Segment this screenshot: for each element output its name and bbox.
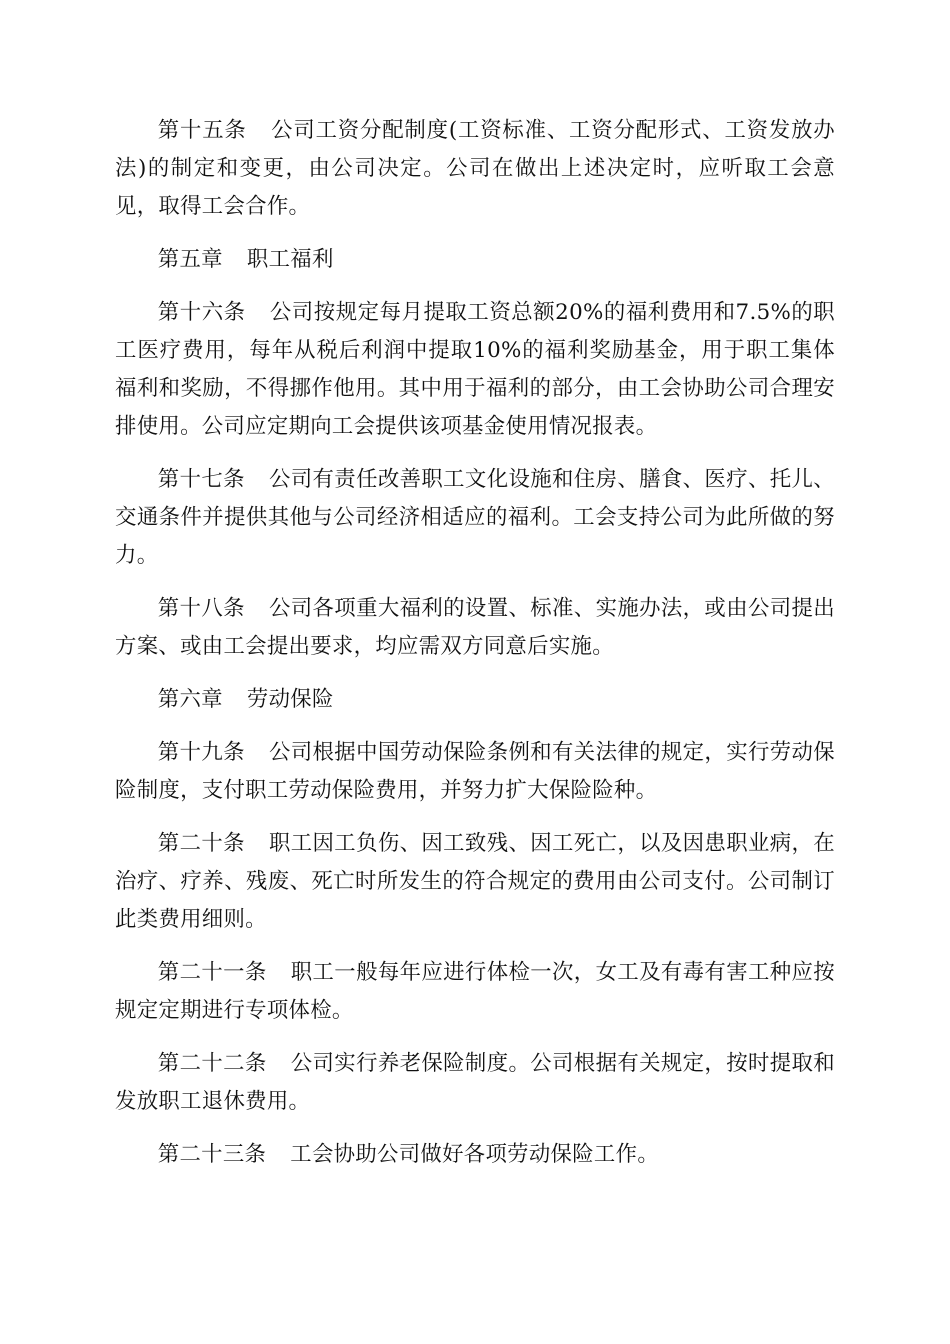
article-text: 职工一般每年应进行体检一次，女工及有毒有害工种应按规定定期进行专项体检。 — [115, 960, 835, 1023]
article-text: 公司有责任改善职工文化设施和住房、膳食、医疗、托儿、交通条件并提供其他与公司经济相适应的福利。工会支持公司为此所做的努力。 — [115, 467, 835, 568]
article-label: 第二十三条 — [157, 1142, 267, 1167]
article-19 — [115, 734, 835, 810]
article-text: 公司按规定每月提取工资总额20%的福利费用和7.5%的职工医疗费用，每年从税后利润中提取10%的福利奖励基金，用于职工集体福利和奖励，不得挪作他用。其中用于福利的部分，由工会协助公司合理安排使用。公司应定期向工会提供该项基金使用情况报表。 — [115, 300, 835, 439]
article-label: 第二十条 — [157, 831, 245, 856]
chapter-title: 劳动保险 — [246, 687, 334, 712]
chapter-title: 职工福利 — [246, 247, 334, 272]
chapter-6-heading — [115, 681, 835, 719]
article-23 — [115, 1136, 835, 1174]
article-text: 公司各项重大福利的设置、标准、实施办法，或由公司提出方案、或由工会提出要求，均应需双方同意后实施。 — [115, 596, 835, 659]
article-label: 第十七条 — [157, 467, 245, 492]
article-text: 公司工资分配制度(工资标准、工资分配形式、工资发放办法)的制定和变更，由公司决定。公司在做出上述决定时，应听取工会意见，取得工会合作。 — [115, 118, 835, 219]
article-label: 第十六条 — [157, 300, 246, 325]
article-label: 第二十一条 — [157, 960, 267, 985]
article-20 — [115, 825, 835, 939]
article-21 — [115, 954, 835, 1030]
article-22 — [115, 1045, 835, 1121]
article-text: 公司根据中国劳动保险条例和有关法律的规定，实行劳动保险制度，支付职工劳动保险费用，并努力扩大保险险种。 — [115, 740, 835, 803]
article-label: 第十八条 — [157, 596, 245, 621]
article-16 — [115, 294, 835, 446]
chapter-label: 第五章 — [157, 247, 223, 272]
chapter-5-heading — [115, 241, 835, 279]
article-15 — [115, 112, 835, 226]
article-label: 第十五条 — [157, 118, 247, 143]
article-17 — [115, 461, 835, 575]
article-text: 公司实行养老保险制度。公司根据有关规定，按时提取和发放职工退休费用。 — [115, 1051, 835, 1114]
article-text: 工会协助公司做好各项劳动保险工作。 — [290, 1142, 660, 1167]
article-label: 第十九条 — [157, 740, 245, 765]
document-body — [115, 112, 835, 1189]
article-label: 第二十二条 — [157, 1051, 267, 1076]
article-text: 职工因工负伤、因工致残、因工死亡，以及因患职业病，在治疗、疗养、残废、死亡时所发生的符合规定的费用由公司支付。公司制订此类费用细则。 — [115, 831, 835, 932]
article-18 — [115, 590, 835, 666]
chapter-label: 第六章 — [157, 687, 223, 712]
